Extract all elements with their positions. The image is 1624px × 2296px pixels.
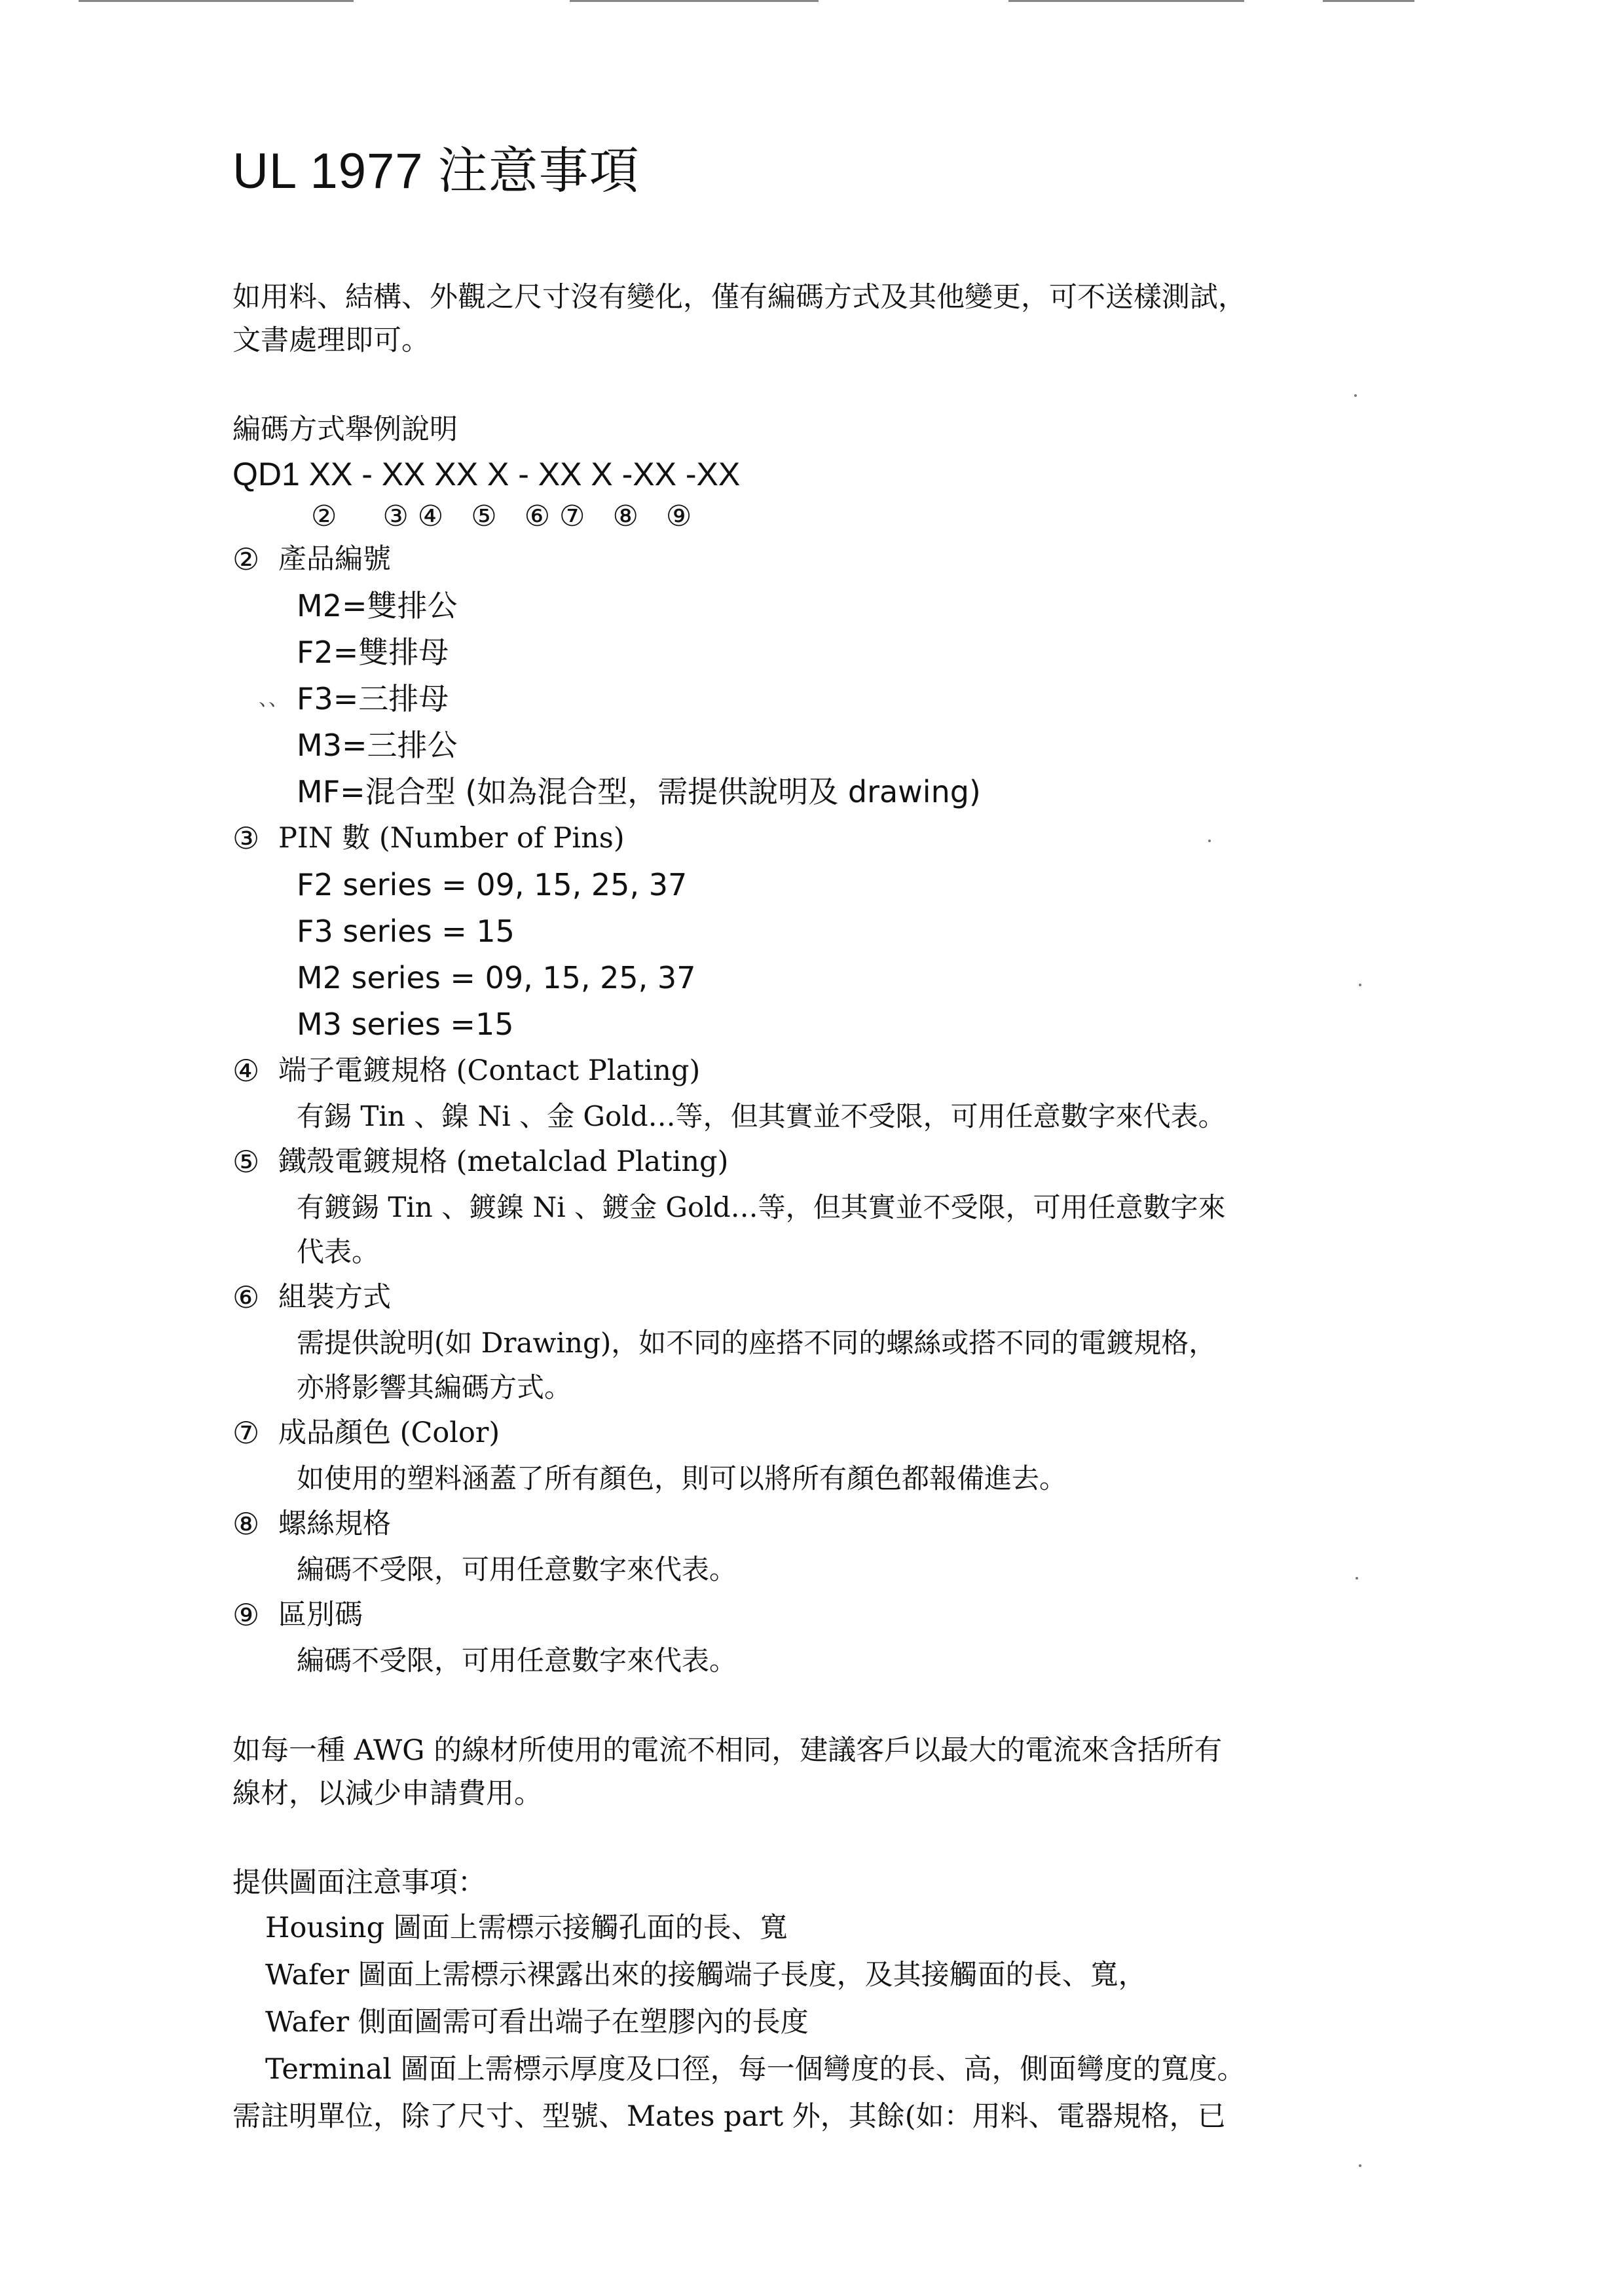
intro-paragraph [232,276,1398,362]
awg-paragraph [232,1729,1398,1815]
section-heading: PIN 數 (Number of Pins) [278,822,625,855]
awg-line: 如每一種 AWG 的線材所使用的電流不相同，建議客戶以最大的電流來含括所有 [232,1734,1223,1767]
section-heading: 鐵殼電鍍規格 (metalclad Plating) [278,1145,729,1178]
document-page [232,131,1398,2140]
section-line: M3 series =15 [297,1007,514,1042]
section-metalclad-plating [232,1139,1398,1274]
drawing-note-line: Housing 圖面上需標示接觸孔面的長、寬 [265,1912,788,1944]
drawing-note-last-line: 需註明單位，除了尺寸、型號、Mates part 外，其餘(如：用料、電器規格，已 [232,2100,1226,2133]
intro-line: 如用料、結構、外觀之尺寸沒有變化，僅有編碼方式及其他變更，可不送樣測試， [232,281,1246,314]
section-line: 有鍍錫 Tin 、鍍鎳 Ni 、鍍金 Gold…等，但其實並不受限，可用任意數字來 [297,1191,1226,1223]
section-marker: ⑦ [232,1415,260,1451]
section-line: 編碼不受限，可用任意數字來代表。 [297,1644,737,1676]
section-marker: ⑥ [232,1280,260,1315]
section-line: M3=三排公 [297,728,458,763]
section-line: M2=雙排公 [297,588,458,623]
scan-dot [1359,2164,1361,2167]
section-line: 代表。 [297,1236,380,1268]
section-marker: ⑧ [232,1506,260,1542]
handwritten-mark: 、、 [259,688,288,711]
awg-line: 線材，以減少申請費用。 [232,1777,542,1810]
scan-artifact [79,0,354,2]
drawing-note-line: Wafer 圖面上需標示裸露出來的接觸端子長度，及其接觸面的長、寬， [265,1959,1147,1991]
scan-artifact [570,0,819,2]
section-line: 如使用的塑料涵蓋了所有顏色，則可以將所有顏色都報備進去。 [297,1462,1067,1494]
section-color [232,1410,1398,1501]
section-marker: ④ [232,1053,260,1088]
section-line: F3=三排母 [297,681,449,716]
coding-pattern: QD1 XX - XX XX X - XX X -XX -XX [232,456,741,492]
section-line: 有錫 Tin 、鎳 Ni 、金 Gold…等，但其實並不受限，可用任意數字來代表。 [297,1100,1226,1132]
section-line: F2 series = 09, 15, 25, 37 [297,867,688,902]
intro-line: 文書處理即可。 [232,324,430,357]
section-marker: ⑨ [232,1597,260,1633]
section-line: F2=雙排母 [297,635,449,670]
coding-heading: 編碼方式舉例說明 [232,413,458,446]
section-line: MF=混合型 (如為混合型，需提供說明及 drawing) [297,774,981,809]
coding-block [232,408,1398,536]
section-heading: 產品編號 [278,543,391,576]
section-line: 編碼不受限，可用任意數字來代表。 [297,1553,737,1585]
section-marker: ③ [232,821,260,856]
section-product-number [232,536,1398,815]
section-heading: 成品顏色 (Color) [278,1416,500,1449]
drawing-note-line: Terminal 圖面上需標示厚度及口徑，每一個彎度的長、高，側面彎度的寬度。 [265,2053,1246,2086]
drawing-notes-heading: 提供圖面注意事項： [232,1866,486,1899]
scan-artifact [1323,0,1414,2]
scan-artifact [1008,0,1244,2]
section-marker: ② [232,542,260,577]
section-heading: 組裝方式 [278,1281,391,1314]
section-contact-plating [232,1048,1398,1139]
document-title: UL 1977 注意事項 [232,143,640,199]
section-distinction-code [232,1592,1398,1683]
section-heading: 端子電鍍規格 (Contact Plating) [278,1054,701,1087]
section-line: M2 series = 09, 15, 25, 37 [297,960,696,995]
section-marker: ⑤ [232,1144,260,1179]
section-line: 亦將影響其編碼方式。 [297,1371,572,1403]
coding-markers: ② ③ ④ ⑤ ⑥ ⑦ ⑧ ⑨ [311,500,692,533]
section-heading: 區別碼 [278,1599,363,1631]
drawing-note-line: Wafer 側面圖需可看出端子在塑膠內的長度 [265,2006,809,2039]
section-line: F3 series = 15 [297,914,515,949]
section-screw-spec [232,1501,1398,1592]
section-assembly [232,1274,1398,1410]
section-heading: 螺絲規格 [278,1508,391,1540]
section-line: 需提供說明(如 Drawing)，如不同的座搭不同的螺絲或搭不同的電鍍規格， [297,1327,1217,1359]
section-pin-count [232,815,1398,1048]
sections-list [232,536,1398,1683]
drawing-notes [232,1861,1398,2140]
